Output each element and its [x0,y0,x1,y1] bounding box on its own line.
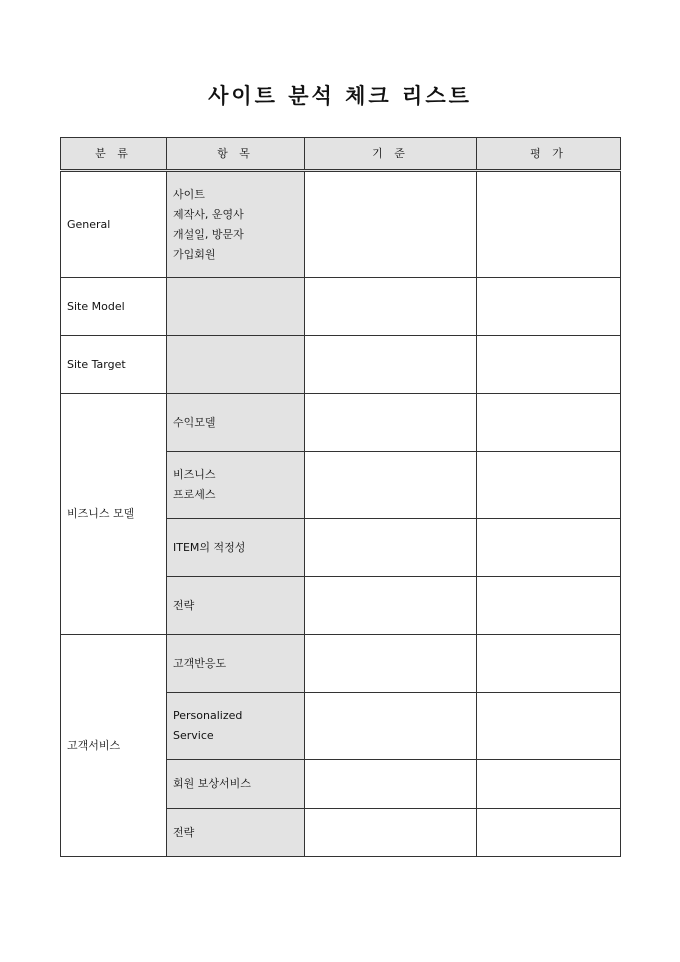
criteria-cell[interactable] [305,171,477,278]
category-cell-general: General [61,171,167,278]
item-line: 고객반응도 [173,656,227,670]
evaluation-cell[interactable] [477,336,621,394]
criteria-cell[interactable] [305,394,477,452]
table-row [61,171,621,278]
item-cell-site-target [167,336,305,394]
header-evaluation: 평 가 [477,138,621,171]
table-row [61,278,621,336]
item-cell [167,760,305,809]
item-line: 전략 [173,598,195,612]
evaluation-cell[interactable] [477,171,621,278]
evaluation-cell[interactable] [477,635,621,693]
criteria-cell[interactable] [305,519,477,577]
table-row [61,336,621,394]
category-cell-customer-service: 고객서비스 [61,635,167,857]
item-line: 가입회원 [173,247,216,261]
page-title: 사이트 분석 체크 리스트 [208,83,472,108]
criteria-cell[interactable] [305,278,477,336]
item-cell [167,394,305,452]
evaluation-cell[interactable] [477,519,621,577]
evaluation-cell[interactable] [477,452,621,519]
item-line: 수익모델 [173,415,216,429]
item-line: 프로세스 [173,488,216,501]
evaluation-cell[interactable] [477,577,621,635]
item-cell [167,693,305,760]
criteria-cell[interactable] [305,577,477,635]
item-line: 사이트 [173,187,205,201]
item-cell [167,635,305,693]
item-line: Personalized [173,709,243,722]
header-row [61,138,621,171]
item-line: ITEM의 적정성 [173,540,246,554]
criteria-cell[interactable] [305,760,477,809]
table-row [61,635,621,693]
item-cell [167,809,305,857]
header-item: 항 목 [167,138,305,171]
criteria-cell[interactable] [305,452,477,519]
category-cell-business-model: 비즈니스 모델 [61,394,167,635]
evaluation-cell[interactable] [477,693,621,760]
item-cell-site-model [167,278,305,336]
criteria-cell[interactable] [305,336,477,394]
item-cell [167,452,305,519]
table-row [61,394,621,452]
criteria-cell[interactable] [305,635,477,693]
criteria-cell[interactable] [305,809,477,857]
checklist-table [60,137,621,857]
item-cell [167,577,305,635]
item-line: 개설일, 방문자 [173,227,244,241]
item-line: Service [173,729,214,742]
item-cell-general [167,171,305,278]
item-line: 제작사, 운영사 [173,207,244,221]
item-cell [167,519,305,577]
evaluation-cell[interactable] [477,394,621,452]
item-line: 전략 [173,825,195,839]
evaluation-cell[interactable] [477,760,621,809]
evaluation-cell[interactable] [477,809,621,857]
item-line: 비즈니스 [173,468,216,481]
category-cell-site-target: Site Target [61,336,167,394]
criteria-cell[interactable] [305,693,477,760]
category-cell-site-model: Site Model [61,278,167,336]
header-category: 분 류 [61,138,167,171]
evaluation-cell[interactable] [477,278,621,336]
header-criteria: 기 준 [305,138,477,171]
item-line: 회원 보상서비스 [173,777,251,790]
